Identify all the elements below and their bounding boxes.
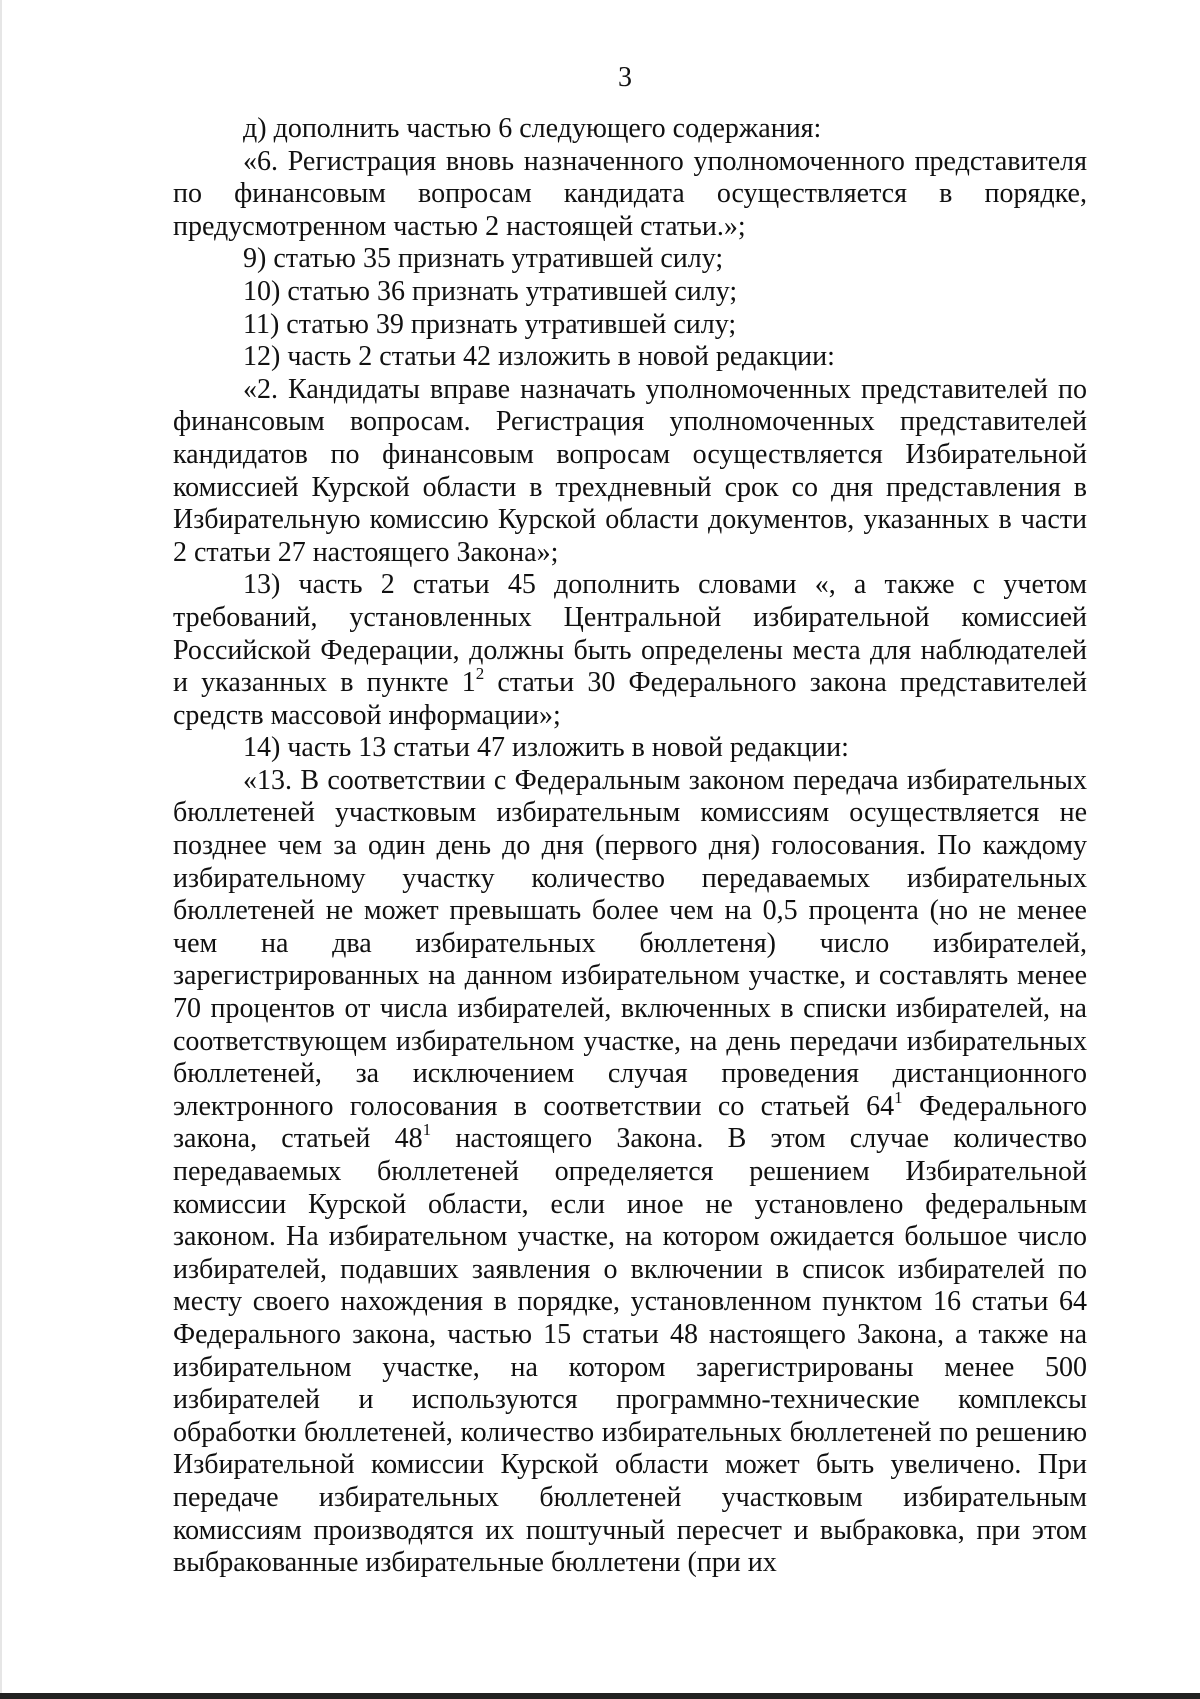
scan-edge-bottom [0,1693,1200,1699]
paragraph-item-d: д) дополнить частью 6 следующего содержания: [243,113,822,144]
paragraph-item-9: 9) статью 35 признать утратившей силу; [243,243,724,275]
paragraph-item-10: 10) статью 36 признать утратившей силу; [243,275,738,307]
superscript-2: 2 [475,664,485,684]
paragraph-quote-part-13-text-end: настоящего Закона. В этом случае количество передаваемых бюллетеней определяется решением Избирательной комиссии Курской области, если иное не установлено федеральным законом. На избирательном участке, на котором ожидается большое число избирателей, подавших заявления о включении в список избирателей по месту своего нахождения в порядке, установленном пунктом 16 статьи 64 Федерального закона, частью 15 статьи 48 настоящего Закона, а также на избирательном участке, на котором зарегистрированы менее 500 избирателей и используются программно-технические комплексы обработки бюллетеней, количество избирательных бюллетеней по решению Избирательной комиссии Курской области может быть увеличено. При передаче избирательных бюллетеней участковым избирательным комиссиям производятся их поштучный пересчет и выбраковка, при этом выбракованные избирательные бюллетени (при их [173,1123,1087,1579]
superscript-1-article-64: 1 [894,1087,903,1107]
document-body [173,113,1087,1580]
paragraph-item-13 [173,569,1087,732]
superscript-1-article-48: 1 [422,1120,432,1140]
page-number: 3 [618,62,632,93]
paragraph-item-12: 12) часть 2 статьи 42 изложить в новой редакции: [243,341,835,373]
paragraph-quote-part-13 [173,765,1087,1580]
paragraph-item-13-text-start: 13) часть 2 статьи 45 дополнить словами «, а также с учетом требований, установленных Центральной избирательной комиссией Российской Федерации, должны быть определены места для наблюдателей и указанных в пункте 1 [173,569,1087,699]
paragraph-quote-part-13-text-start: «13. В соответствии с Федеральным законом передача избирательных бюллетеней участковым избирательным комиссиям осуществляется не позднее чем за один день до дня (первого дня) голосования. По каждому избирательному участку количество передаваемых избирательных бюллетеней не может превышать более чем на 0,5 процента (но не менее чем на два избирательных бюллетеня) число избирателей, зарегистрированных на данном избирательном участке, и составлять менее 70 процентов от числа избирателей, включенных в списки избирателей, на соответствующем избирательном участке, на день передачи избирательных бюллетеней, за исключением случая проведения дистанционного электронного голосования в соответствии со статьей 64 [173,764,1087,1122]
scan-edge-left [0,0,2,1699]
paragraph-quote-part-2: «2. Кандидаты вправе назначать уполномоченных представителей по финансовым вопросам. Регистрация уполномоченных представителей кандидатов по финансовым вопросам осуществляется Избирательной комиссией Курской области в трехдневный срок со дня представления в Избирательную комиссию Курской области документов, указанных в части 2 статьи 27 настоящего Закона»; [173,373,1087,568]
paragraph-quote-part-6: «6. Регистрация вновь назначенного уполномоченного представителя по финансовым вопросам кандидата осуществляется в порядке, предусмотренном частью 2 настоящей статьи.»; [173,145,1087,242]
paragraph-quote-part-13-text-middle: Федерального закона, статьей 48 [173,1090,1088,1155]
paragraph-item-11: 11) статью 39 признать утратившей силу; [243,308,737,340]
paragraph-item-13-text-end: статьи 30 Федерального закона представителей средств массовой информации»; [173,667,1087,731]
paragraph-item-14: 14) часть 13 статьи 47 изложить в новой редакции: [243,732,849,764]
